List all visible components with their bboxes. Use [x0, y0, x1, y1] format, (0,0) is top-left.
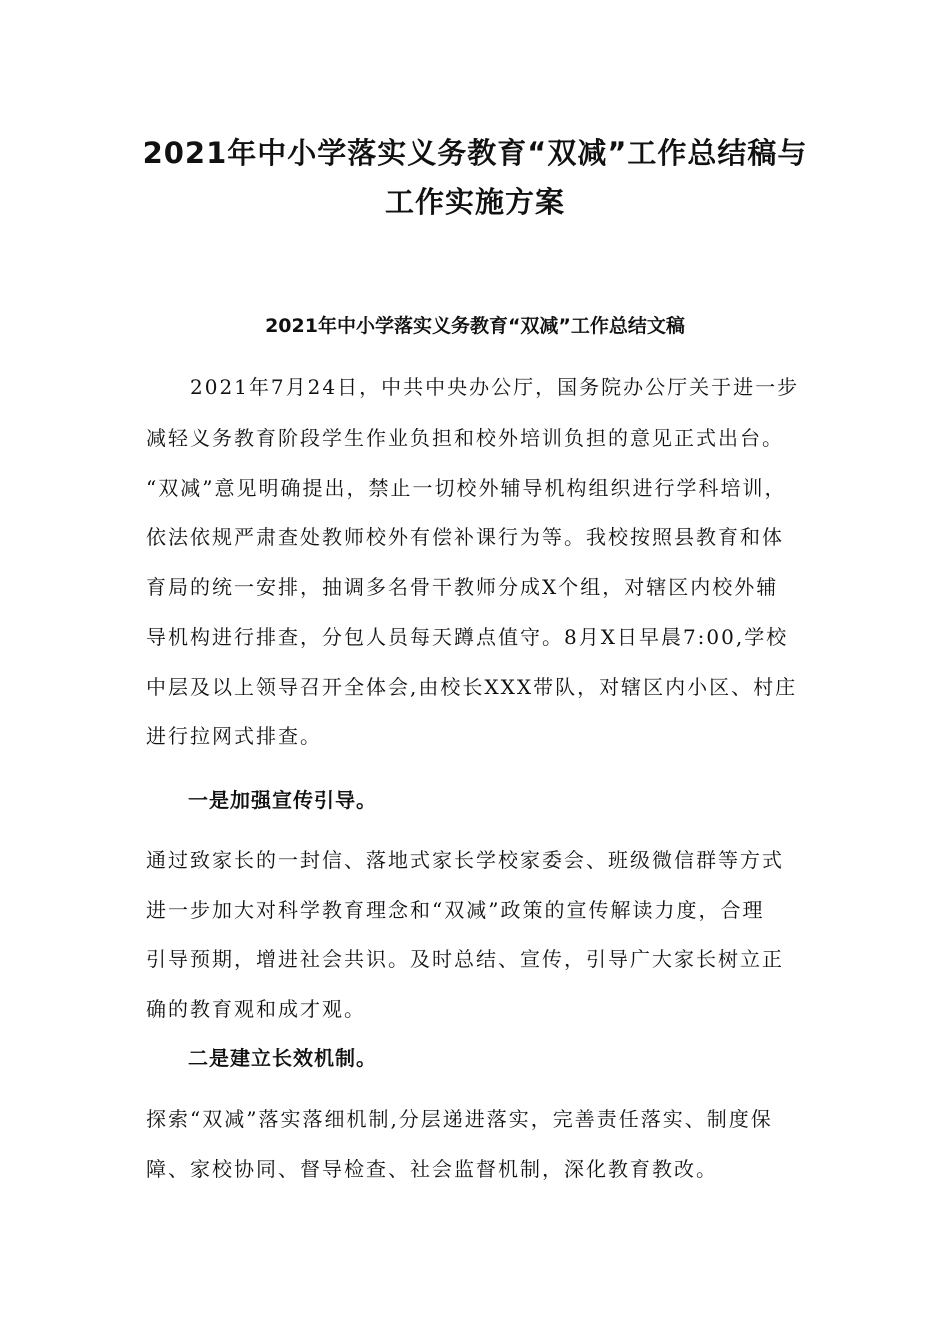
section-2-heading: 二是建立长效机制。: [188, 1046, 377, 1070]
document-title-line-2: 工作实施方案: [384, 185, 565, 219]
section-1-line: 进一步加大对科学教育理念和“双减”政策的宣传解读力度，合理: [146, 898, 765, 922]
intro-line: 减轻义务教育阶段学生作业负担和校外培训负担的意见正式出台。: [146, 426, 784, 450]
intro-line: 进行拉网式排查。: [146, 724, 322, 748]
section-subtitle: 2021年中小学落实义务教育“双减”工作总结文稿: [265, 315, 685, 337]
section-2-line: 探索“双减”落实落细机制,分层递进落实，完善责任落实、制度保: [146, 1107, 773, 1131]
intro-line: 依法依规严肃查处教师校外有偿补课行为等。我校按照县教育和体: [146, 525, 784, 549]
document-title-line-1: 2021年中小学落实义务教育“双减”工作总结稿与: [142, 136, 808, 170]
section-2-line: 障、家校协同、督导检查、社会监督机制，深化教育教改。: [146, 1157, 718, 1181]
section-1-line: 确的教育观和成才观。: [146, 997, 366, 1021]
section-1-line: 通过致家长的一封信、落地式家长学校家委会、班级微信群等方式: [146, 848, 784, 872]
section-1-heading: 一是加强宣传引导。: [188, 788, 377, 812]
intro-line: 育局的统一安排，抽调多名骨干教师分成X个组，对辖区内校外辅: [146, 575, 779, 599]
intro-line: “双减”意见明确提出，禁止一切校外辅导机构组织进行学科培训，: [146, 476, 787, 500]
intro-line: 2021年7月24日，中共中央办公厅，国务院办公厅关于进一步: [146, 375, 800, 399]
intro-line: 导机构进行排查，分包人员每天蹲点值守。8月X日早晨7:00,学校: [146, 625, 789, 649]
intro-line: 中层及以上领导召开全体会,由校长XXX带队，对辖区内小区、村庄: [146, 675, 798, 699]
section-1-line: 引导预期，增进社会共识。及时总结、宣传，引导广大家长树立正: [146, 947, 784, 971]
